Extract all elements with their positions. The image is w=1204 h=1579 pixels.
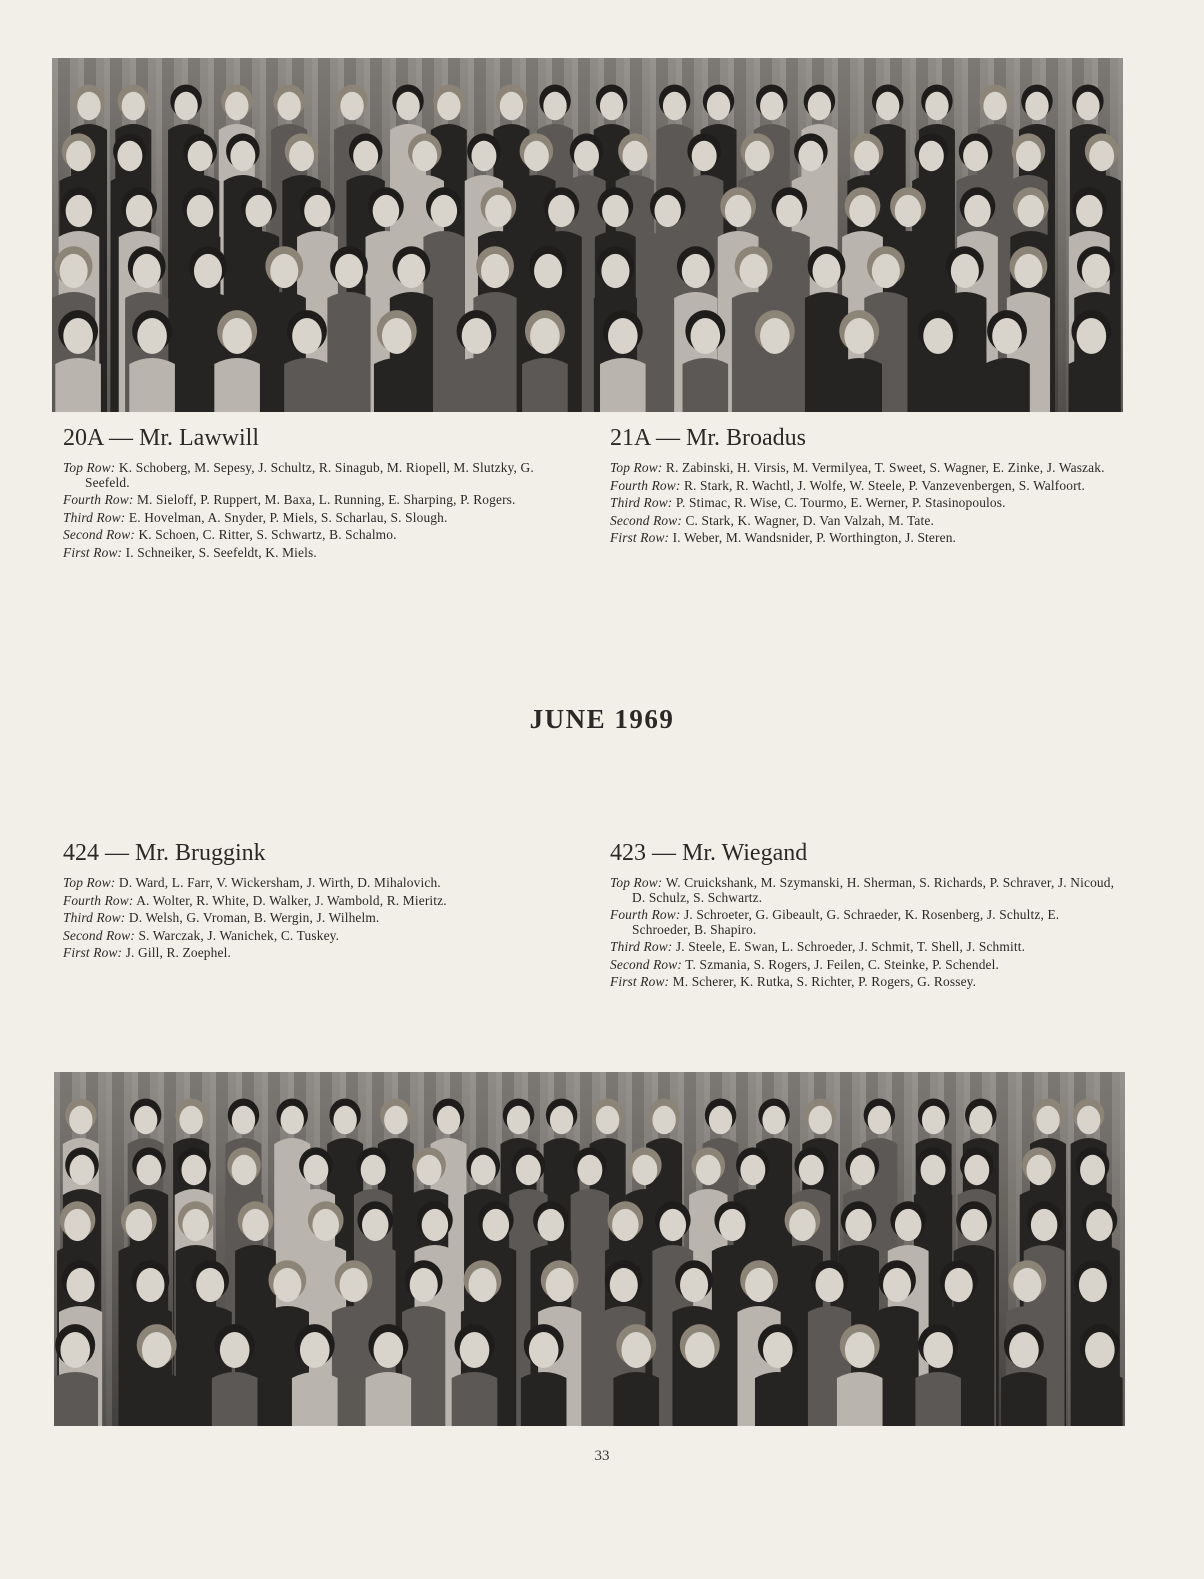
class-21a-caption [610, 423, 1116, 549]
row-names: M. Sieloff, P. Ruppert, M. Baxa, L. Running, E. Sharping, P. Rogers. [136, 492, 516, 507]
row-entry [610, 531, 1116, 546]
row-names: R. Zabinski, H. Virsis, M. Vermilyea, T. Sweet, S. Wagner, E. Zinke, J. Waszak. [665, 460, 1105, 475]
row-names: A. Wolter, R. White, D. Walker, J. Wambold, R. Mieritz. [136, 892, 447, 908]
row-label: Top Row: [63, 875, 116, 890]
row-entry [610, 496, 1116, 511]
row-names: C. Stark, K. Wagner, D. Van Valzah, M. Tate. [685, 512, 934, 528]
row-label: Fourth Row: [610, 907, 681, 922]
row-names: P. Stimac, R. Wise, C. Tourmo, E. Werner, P. Stasinopoulos. [675, 495, 1006, 510]
row-entry [610, 908, 1116, 937]
row-label: Second Row: [63, 527, 135, 542]
row-entry [63, 929, 569, 944]
row-names: R. Stark, R. Wachtl, J. Wolfe, W. Steele, P. Vanzevenbergen, S. Walfoort. [683, 477, 1086, 493]
row-names: E. Hovelman, A. Snyder, P. Miels, S. Scharlau, S. Slough. [128, 509, 448, 525]
row-entry [610, 514, 1116, 529]
row-names: I. Weber, M. Wandsnider, P. Worthington, J. Steren. [672, 530, 957, 545]
row-entry [63, 493, 569, 508]
row-names: T. Szmania, S. Rogers, J. Feilen, C. Steinke, P. Schendel. [685, 956, 1000, 972]
class-title: 423 — Mr. Wiegand [610, 840, 808, 866]
row-label: Top Row: [610, 875, 663, 890]
row-entry [610, 461, 1116, 476]
row-label: First Row: [63, 945, 123, 960]
student-group-silhouettes [52, 58, 1123, 412]
row-label: First Row: [63, 544, 123, 560]
row-label: Second Row: [63, 927, 135, 943]
row-entry [63, 546, 569, 561]
row-names: D. Welsh, G. Vroman, B. Wergin, J. Wilhelm. [128, 910, 380, 925]
row-label: Fourth Row: [63, 492, 134, 507]
row-entry [610, 479, 1116, 494]
class-title: 21A — Mr. Broadus [610, 425, 807, 451]
row-names: J. Schroeter, G. Gibeault, G. Schraeder, K. Rosenberg, J. Schultz, E. Schroeder, B. Shapiro. [632, 907, 1060, 937]
row-label: First Row: [610, 530, 670, 545]
class-photo-bottom [54, 1072, 1125, 1426]
row-entry [610, 876, 1116, 905]
row-label: Top Row: [63, 460, 116, 475]
class-423-caption [610, 838, 1116, 993]
row-names: K. Schoen, C. Ritter, S. Schwartz, B. Schalmo. [138, 527, 397, 542]
row-entry [63, 461, 569, 490]
row-entry [63, 511, 569, 526]
class-20a-caption [63, 423, 569, 563]
row-label: Third Row: [610, 495, 673, 510]
class-photo-top [52, 58, 1123, 412]
class-title: 424 — Mr. Bruggink [63, 840, 266, 866]
class-424-caption [63, 838, 569, 964]
row-entry [63, 528, 569, 543]
row-entry [610, 958, 1116, 973]
row-label: Top Row: [610, 460, 663, 475]
row-list [610, 876, 1116, 990]
row-names: M. Scherer, K. Rutka, S. Richter, P. Rogers, G. Rossey. [672, 974, 977, 989]
row-label: Fourth Row: [63, 892, 134, 908]
row-entry [63, 946, 569, 961]
row-label: First Row: [610, 974, 670, 989]
row-label: Second Row: [610, 956, 682, 972]
row-label: Fourth Row: [610, 477, 681, 493]
row-entry [63, 876, 569, 891]
row-names: J. Steele, E. Swan, L. Schroeder, J. Schmit, T. Shell, J. Schmitt. [675, 939, 1026, 954]
row-names: S. Warczak, J. Wanichek, C. Tuskey. [138, 927, 340, 943]
row-names: I. Schneiker, S. Seefeldt, K. Miels. [125, 544, 317, 560]
row-label: Third Row: [63, 509, 126, 525]
student-group-silhouettes [54, 1072, 1125, 1426]
row-entry [63, 911, 569, 926]
row-label: Second Row: [610, 512, 682, 528]
page-heading: JUNE 1969 [529, 704, 675, 734]
row-label: Third Row: [63, 910, 126, 925]
row-names: J. Gill, R. Zoephel. [125, 945, 231, 960]
row-list [610, 461, 1116, 546]
row-names: D. Ward, L. Farr, V. Wickersham, J. Wirth, D. Mihalovich. [118, 875, 441, 890]
row-names: K. Schoberg, M. Sepesy, J. Schultz, R. Sinagub, M. Riopell, M. Slutzky, G. Seefeld. [85, 460, 534, 490]
page-number: 33 [594, 1448, 610, 1464]
class-title: 20A — Mr. Lawwill [63, 425, 259, 451]
row-names: W. Cruickshank, M. Szymanski, H. Sherman, S. Richards, P. Schraver, J. Nicoud, D. Schulz, S. Schwartz. [632, 875, 1115, 905]
row-label: Third Row: [610, 939, 673, 954]
row-entry [610, 975, 1116, 990]
row-entry [610, 940, 1116, 955]
row-entry [63, 894, 569, 909]
row-list [63, 876, 569, 961]
row-list [63, 461, 569, 560]
